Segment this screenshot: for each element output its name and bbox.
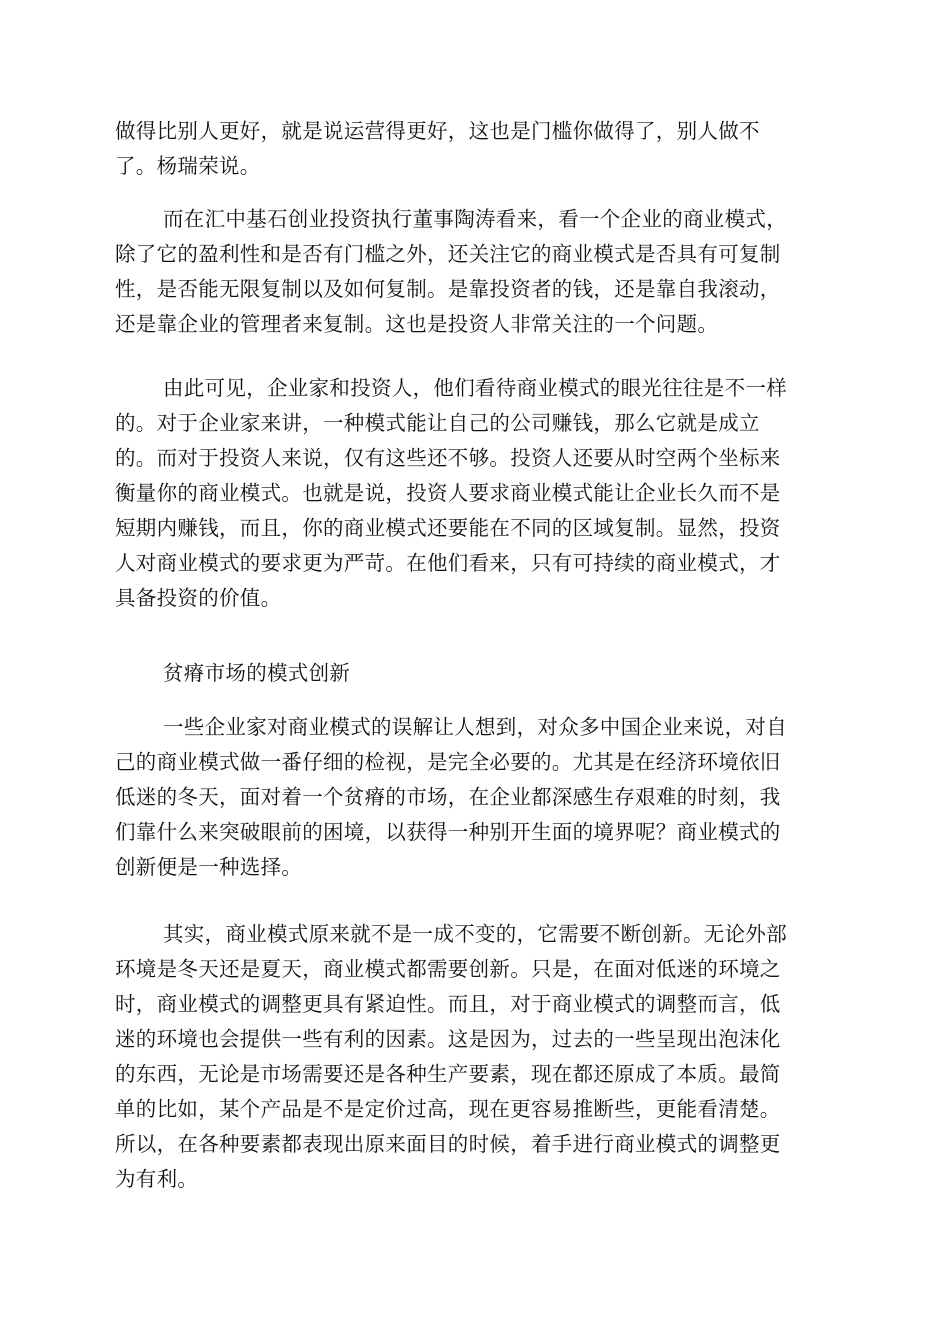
text-line: 人对商业模式的要求更为严苛。在他们看来，只有可持续的商业模式，才 <box>115 551 781 575</box>
text-line: 的。而对于投资人来说，仅有这些还不够。投资人还要从时空两个坐标来 <box>115 446 781 470</box>
text-line: 由此可见，企业家和投资人，他们看待商业模式的眼光往往是不一样 <box>163 376 787 400</box>
text-line: 己的商业模式做一番仔细的检视，是完全必要的。尤其是在经济环境依旧 <box>115 750 781 774</box>
text-line: 的东西，无论是市场需要还是各种生产要素，现在都还原成了本质。最简 <box>115 1062 781 1086</box>
text-line: 做得比别人更好，就是说运营得更好，这也是门槛你做得了，别人做不 <box>115 119 760 143</box>
text-line: 时，商业模式的调整更具有紧迫性。而且，对于商业模式的调整而言，低 <box>115 992 781 1016</box>
text-line: 单的比如，某个产品是不是定价过高，现在更容易推断些，更能看清楚。 <box>115 1097 781 1121</box>
text-line: 们靠什么来突破眼前的困境，以获得一种别开生面的境界呢？商业模式的 <box>115 820 781 844</box>
text-line: 迷的环境也会提供一些有利的因素。这是因为，过去的一些呈现出泡沫化 <box>115 1027 781 1051</box>
text-line: 具备投资的价值。 <box>115 586 282 610</box>
text-line: 创新便是一种选择。 <box>115 855 303 879</box>
text-line: 一些企业家对商业模式的误解让人想到，对众多中国企业来说，对自 <box>163 715 787 739</box>
text-line: 而在汇中基石创业投资执行董事陶涛看来，看一个企业的商业模式， <box>163 207 787 231</box>
text-line: 为有利。 <box>115 1167 199 1191</box>
paragraph <box>115 710 835 885</box>
paragraph <box>115 371 835 616</box>
text-line: 贫瘠市场的模式创新 <box>163 661 351 685</box>
paragraph <box>115 114 835 184</box>
text-line: 还是靠企业的管理者来复制。这也是投资人非常关注的一个问题。 <box>115 312 719 336</box>
paragraph <box>115 917 835 1197</box>
text-line: 的。对于企业家来讲，一种模式能让自己的公司赚钱，那么它就是成立 <box>115 411 760 435</box>
text-line: 环境是冬天还是夏天，商业模式都需要创新。只是，在面对低迷的环境之 <box>115 957 781 981</box>
text-line: 所以，在各种要素都表现出原来面目的时候，着手进行商业模式的调整更 <box>115 1132 781 1156</box>
text-line: 性，是否能无限复制以及如何复制。是靠投资者的钱，还是靠自我滚动， <box>115 277 781 301</box>
text-line: 了。杨瑞荣说。 <box>115 154 261 178</box>
text-line: 短期内赚钱，而且，你的商业模式还要能在不同的区域复制。显然，投资 <box>115 516 781 540</box>
text-line: 其实，商业模式原来就不是一成不变的，它需要不断创新。无论外部 <box>163 922 787 946</box>
text-line: 除了它的盈利性和是否有门槛之外，还关注它的商业模式是否具有可复制 <box>115 242 781 266</box>
text-line: 衡量你的商业模式。也就是说，投资人要求商业模式能让企业长久而不是 <box>115 481 781 505</box>
section-heading <box>115 656 835 691</box>
paragraph <box>115 202 835 342</box>
text-line: 低迷的冬天，面对着一个贫瘠的市场，在企业都深感生存艰难的时刻，我 <box>115 785 781 809</box>
